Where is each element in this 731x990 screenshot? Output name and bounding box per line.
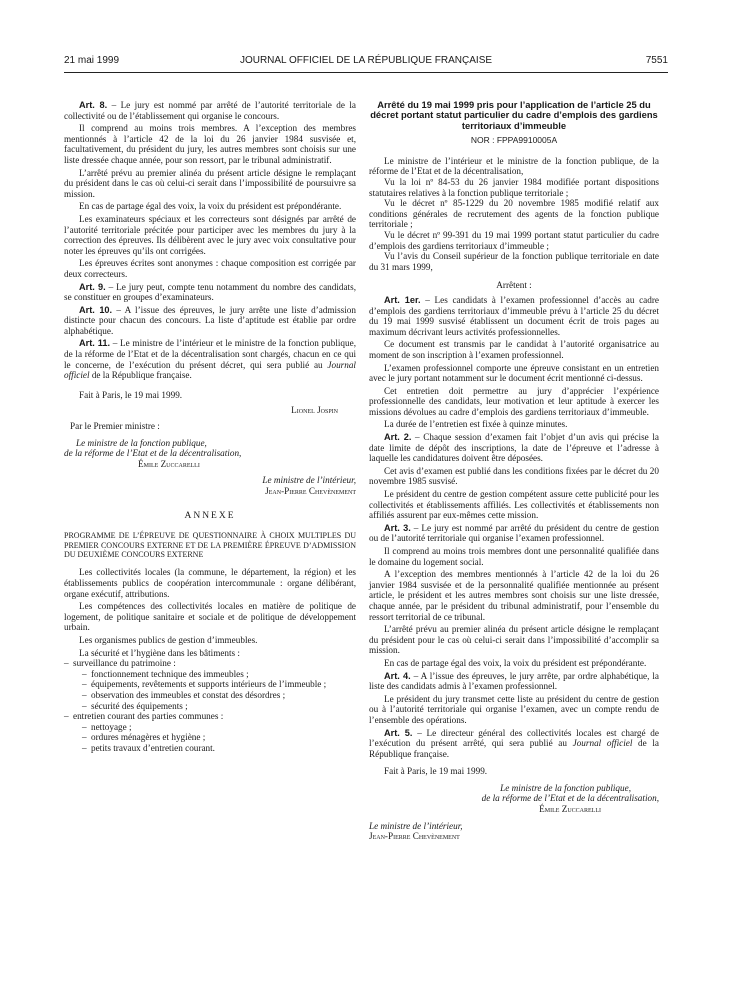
paragraph: Les épreuves écrites sont anonymes : chaque composition est corrigée par deux correcteurs. (64, 258, 356, 279)
arretent-heading: Arrêtent : (496, 280, 532, 291)
paragraph: Cet entretien doit permettre au jury d’apprécier l’expérience professionnelle des candidats, leur motivation et leur aptitude à exercer les missions dévolues au cadre d’emplois des gardiens territoriaux d’immeuble. (369, 385, 659, 417)
paragraph: L’arrêté prévu au premier alinéa du présent article désigne le remplaçant du président pour le cas où celui-ci serait dans l’impossibilité d’accomplir sa mission. (369, 624, 659, 656)
article-4: Art. 4. – A l’issue des épreuves, le jury arrête, par ordre alphabétique, la liste des candidats admis à l’examen professionnel. (369, 670, 659, 692)
paragraph: Le ministre de l’intérieur et le ministre de la fonction publique, de la réforme de l’Etat et de la décentralisation, (369, 155, 659, 177)
signature-chevenement: Jean-Pierre Chevènement (369, 831, 460, 842)
paragraph: Le président du jury transmet cette liste au président du centre de gestion ou à l’autorité territoriale qui organise l’examen, avec un compte rendu de l’ensemble des opérations. (369, 693, 659, 725)
annexe-heading: ANNEXE (184, 510, 236, 521)
list-item: – fonctionnement technique des immeubles ; (82, 669, 356, 680)
paragraph: La sécurité et l’hygiène dans les bâtiments : (79, 647, 240, 658)
article-2: Art. 2. – Chaque session d’examen fait l’objet d’un avis qui précise la date limite de dépôt des inscriptions, la date de l’épreuve et l’adresse à laquelle les candidatures doivent être déposées. (369, 432, 659, 464)
annexe-list (64, 658, 356, 753)
paragraph: Cet avis d’examen est publié dans les conditions fixées par le décret du 20 novembre 1985 susvisé. (369, 465, 659, 487)
paragraph: Il comprend au moins trois membres dont une personnalité qualifiée dans le domaine du logement social. (369, 546, 659, 567)
header-rule (64, 72, 668, 73)
list-item: – surveillance du patrimoine : – fonctionnement technique des immeubles ; – équipements, revêtements et supports intérieurs de l’immeuble ; – observation des immeubles et constat des désordres ; – sécurité des équipements ; (64, 658, 356, 711)
paragraph: En cas de partage égal des voix, la voix du président est prépondérante. (384, 657, 647, 668)
list-item: – petits travaux d’entretien courant. (82, 743, 356, 754)
article-9: Art. 9. – Le jury peut, compte tenu notamment du nombre des candidats, se constituer en groupes d’examinateurs. (64, 281, 356, 303)
par-le-premier-ministre: Par le Premier ministre : (70, 421, 160, 432)
paragraph: A l’exception des membres mentionnés à l’article 42 de la loi du 26 janvier 1984 susvisée et de la personnalité qualifiée mentionnée au présent article, le président et les autres membres sont choisis sur une liste dressée, chaque année, par le président du tribunal administratif, pour l’ensemble du ressort territorial de ce tribunal. (369, 569, 659, 622)
signature-zuccarelli: Émile Zuccarelli (539, 804, 601, 815)
article-10: Art. 10. – A l’issue des épreuves, le jury arrête une liste d’admission distincte pour chacun des concours. La liste d’aptitude est établie par ordre alphabétique. (64, 304, 356, 336)
article-1: Art. 1er. – Les candidats à l’examen professionnel d’accès au cadre d’emplois des gardiens territoriaux d’immeuble prévu à l’article 25 du décret du 19 mai 1999 susvisé établissent un document écrit de trois pages au maximum décrivant leurs activités professionnelles. (369, 294, 659, 337)
arrete-title: Arrêté du 19 mai 1999 pris pour l’application de l’article 25 du décret portant statut particulier du cadre d’emplois des gardiens territoriaux d’immeuble (370, 99, 658, 131)
minister-title: Le ministre de la fonction publique, (500, 782, 631, 793)
paragraph: Les examinateurs spéciaux et les correcteurs sont désignés par arrêté de l’autorité territoriale précitée pour participer avec les membres du jury à la correction des épreuves. Ils délibèrent avec le jury avec voix consultative pour noter les épreuves qu’ils ont corrigées. (64, 213, 356, 256)
paragraph: Les organismes publics de gestion d’immeubles. (79, 634, 258, 645)
paragraph: Vu le décret nº 99-391 du 19 mai 1999 portant statut particulier du cadre d’emplois des gardiens territoriaux d’immeuble ; (369, 229, 659, 251)
list-item: – nettoyage ; (82, 722, 356, 733)
paragraph: Ce document est transmis par le candidat à l’autorité organisatrice au moment de son inscription à l’examen professionnel. (369, 339, 659, 360)
fait-a-paris: Fait à Paris, le 19 mai 1999. (79, 389, 183, 400)
paragraph: Les compétences des collectivités locales en matière de politique de logement, de politique sanitaire et sociale et de politique de développement urbain. (64, 601, 356, 633)
right-column (369, 100, 659, 842)
list-item: – équipements, revêtements et supports intérieurs de l’immeuble ; (82, 679, 356, 690)
nor-reference: NOR : FPPA9910005A (470, 135, 558, 146)
article-8: Art. 8. – Le jury est nommé par arrêté de l’autorité territoriale de la collectivité ou de l’établissement qui organise le concours. (64, 100, 356, 121)
paragraph: Les collectivités locales (la commune, le département, la région) et les établissements publics de coopération intercommunale : organe délibérant, organe exécutif, attributions. (64, 567, 356, 599)
signature-jospin: Lionel Jospin (291, 405, 338, 416)
list-item: – ordures ménagères et hygiène ; (82, 732, 356, 743)
article-3: Art. 3. – Le jury est nommé par arrêté du président du centre de gestion ou de l’autorité territoriale qui organise l’examen professionnel. (369, 522, 659, 544)
paragraph: Vu le décret nº 85-1229 du 20 novembre 1985 modifié relatif aux conditions générales de recrutement des agents de la fonction publique territoriale ; (369, 198, 659, 230)
paragraph: Vu la loi nº 84-53 du 26 janvier 1984 modifiée portant dispositions statutaires relatives à la fonction publique territoriale ; (369, 177, 659, 198)
paragraph: Vu l’avis du Conseil supérieur de la fonction publique territoriale en date du 31 mars 1999, (369, 251, 659, 272)
list-item: – observation des immeubles et constat des désordres ; (82, 690, 356, 701)
paragraph: Le président du centre de gestion compétent assure cette publicité pour les collectivités et établissements affiliés. Les collectivités et établissements non affiliés assurent par eux-mêmes cette mission. (369, 489, 659, 521)
minister-title: de la réforme de l’Etat et de la décentralisation, (64, 448, 242, 459)
left-column (64, 100, 356, 754)
paragraph: En cas de partage égal des voix, la voix du président est prépondérante. (79, 201, 342, 212)
paragraph: Il comprend au moins trois membres. A l’exception des membres mentionnés à l’article 42 de la loi du 26 janvier 1984 susvisée et, facultativement, du président du jury, les autres membres sont choisis sur une liste dressée chaque année, pour son ressort, par le tribunal administratif. (64, 123, 356, 165)
header-date: 21 mai 1999 (64, 55, 120, 66)
signature-chevenement: Jean-Pierre Chevènement (265, 486, 356, 496)
header-page-number: 7551 (645, 55, 668, 66)
article-11: Art. 11. – Le ministre de l’intérieur et le ministre de la fonction publique, de la réforme de l’Etat et de la décentralisation sont chargés, chacun en ce qui le concerne, de l’exécution du présent décret, qui sera publié au Journal officiel de la République française. (64, 338, 356, 381)
article-5: Art. 5. – Le directeur général des collectivités locales est chargé de l’exécution du présent arrêté, qui sera publié au Journal officiel de la République française. (369, 727, 659, 759)
list-item: – entretien courant des parties communes : – nettoyage ; – ordures ménagères et hygiène ; – petits travaux d’entretien courant. (64, 711, 356, 753)
minister-title: Le ministre de l’intérieur, (369, 820, 463, 831)
minister-title: Le ministre de la fonction publique, (76, 437, 207, 448)
signature-zuccarelli: Émile Zuccarelli (138, 458, 200, 469)
minister-title: de la réforme de l’Etat et de la décentralisation, (481, 793, 659, 804)
minister-title: Le ministre de l’intérieur, (262, 475, 356, 486)
annexe-programme-title: PROGRAMME DE L’ÉPREUVE DE QUESTIONNAIRE À CHOIX MULTIPLES DU PREMIER CONCOURS EXTERNE ET DE LA PREMIÈRE ÉPREUVE D’ADMISSION DU DEUXIÈME CONCOURS EXTERNE (64, 531, 356, 559)
list-item: – sécurité des équipements ; (82, 701, 356, 712)
paragraph: L’examen professionnel comporte une épreuve consistant en un entretien avec le jury portant notamment sur le document écrit mentionné ci-dessus. (369, 362, 659, 384)
fait-a-paris: Fait à Paris, le 19 mai 1999. (384, 766, 488, 777)
paragraph: L’arrêté prévu au premier alinéa du présent article désigne le remplaçant du président dans le cas où celui-ci serait dans l’impossibilité de poursuivre sa mission. (64, 167, 356, 199)
page-header (64, 52, 668, 72)
header-journal-title: JOURNAL OFFICIEL DE LA RÉPUBLIQUE FRANÇAISE (239, 55, 493, 66)
paragraph: La durée de l’entretien est fixée à quinze minutes. (384, 419, 568, 430)
